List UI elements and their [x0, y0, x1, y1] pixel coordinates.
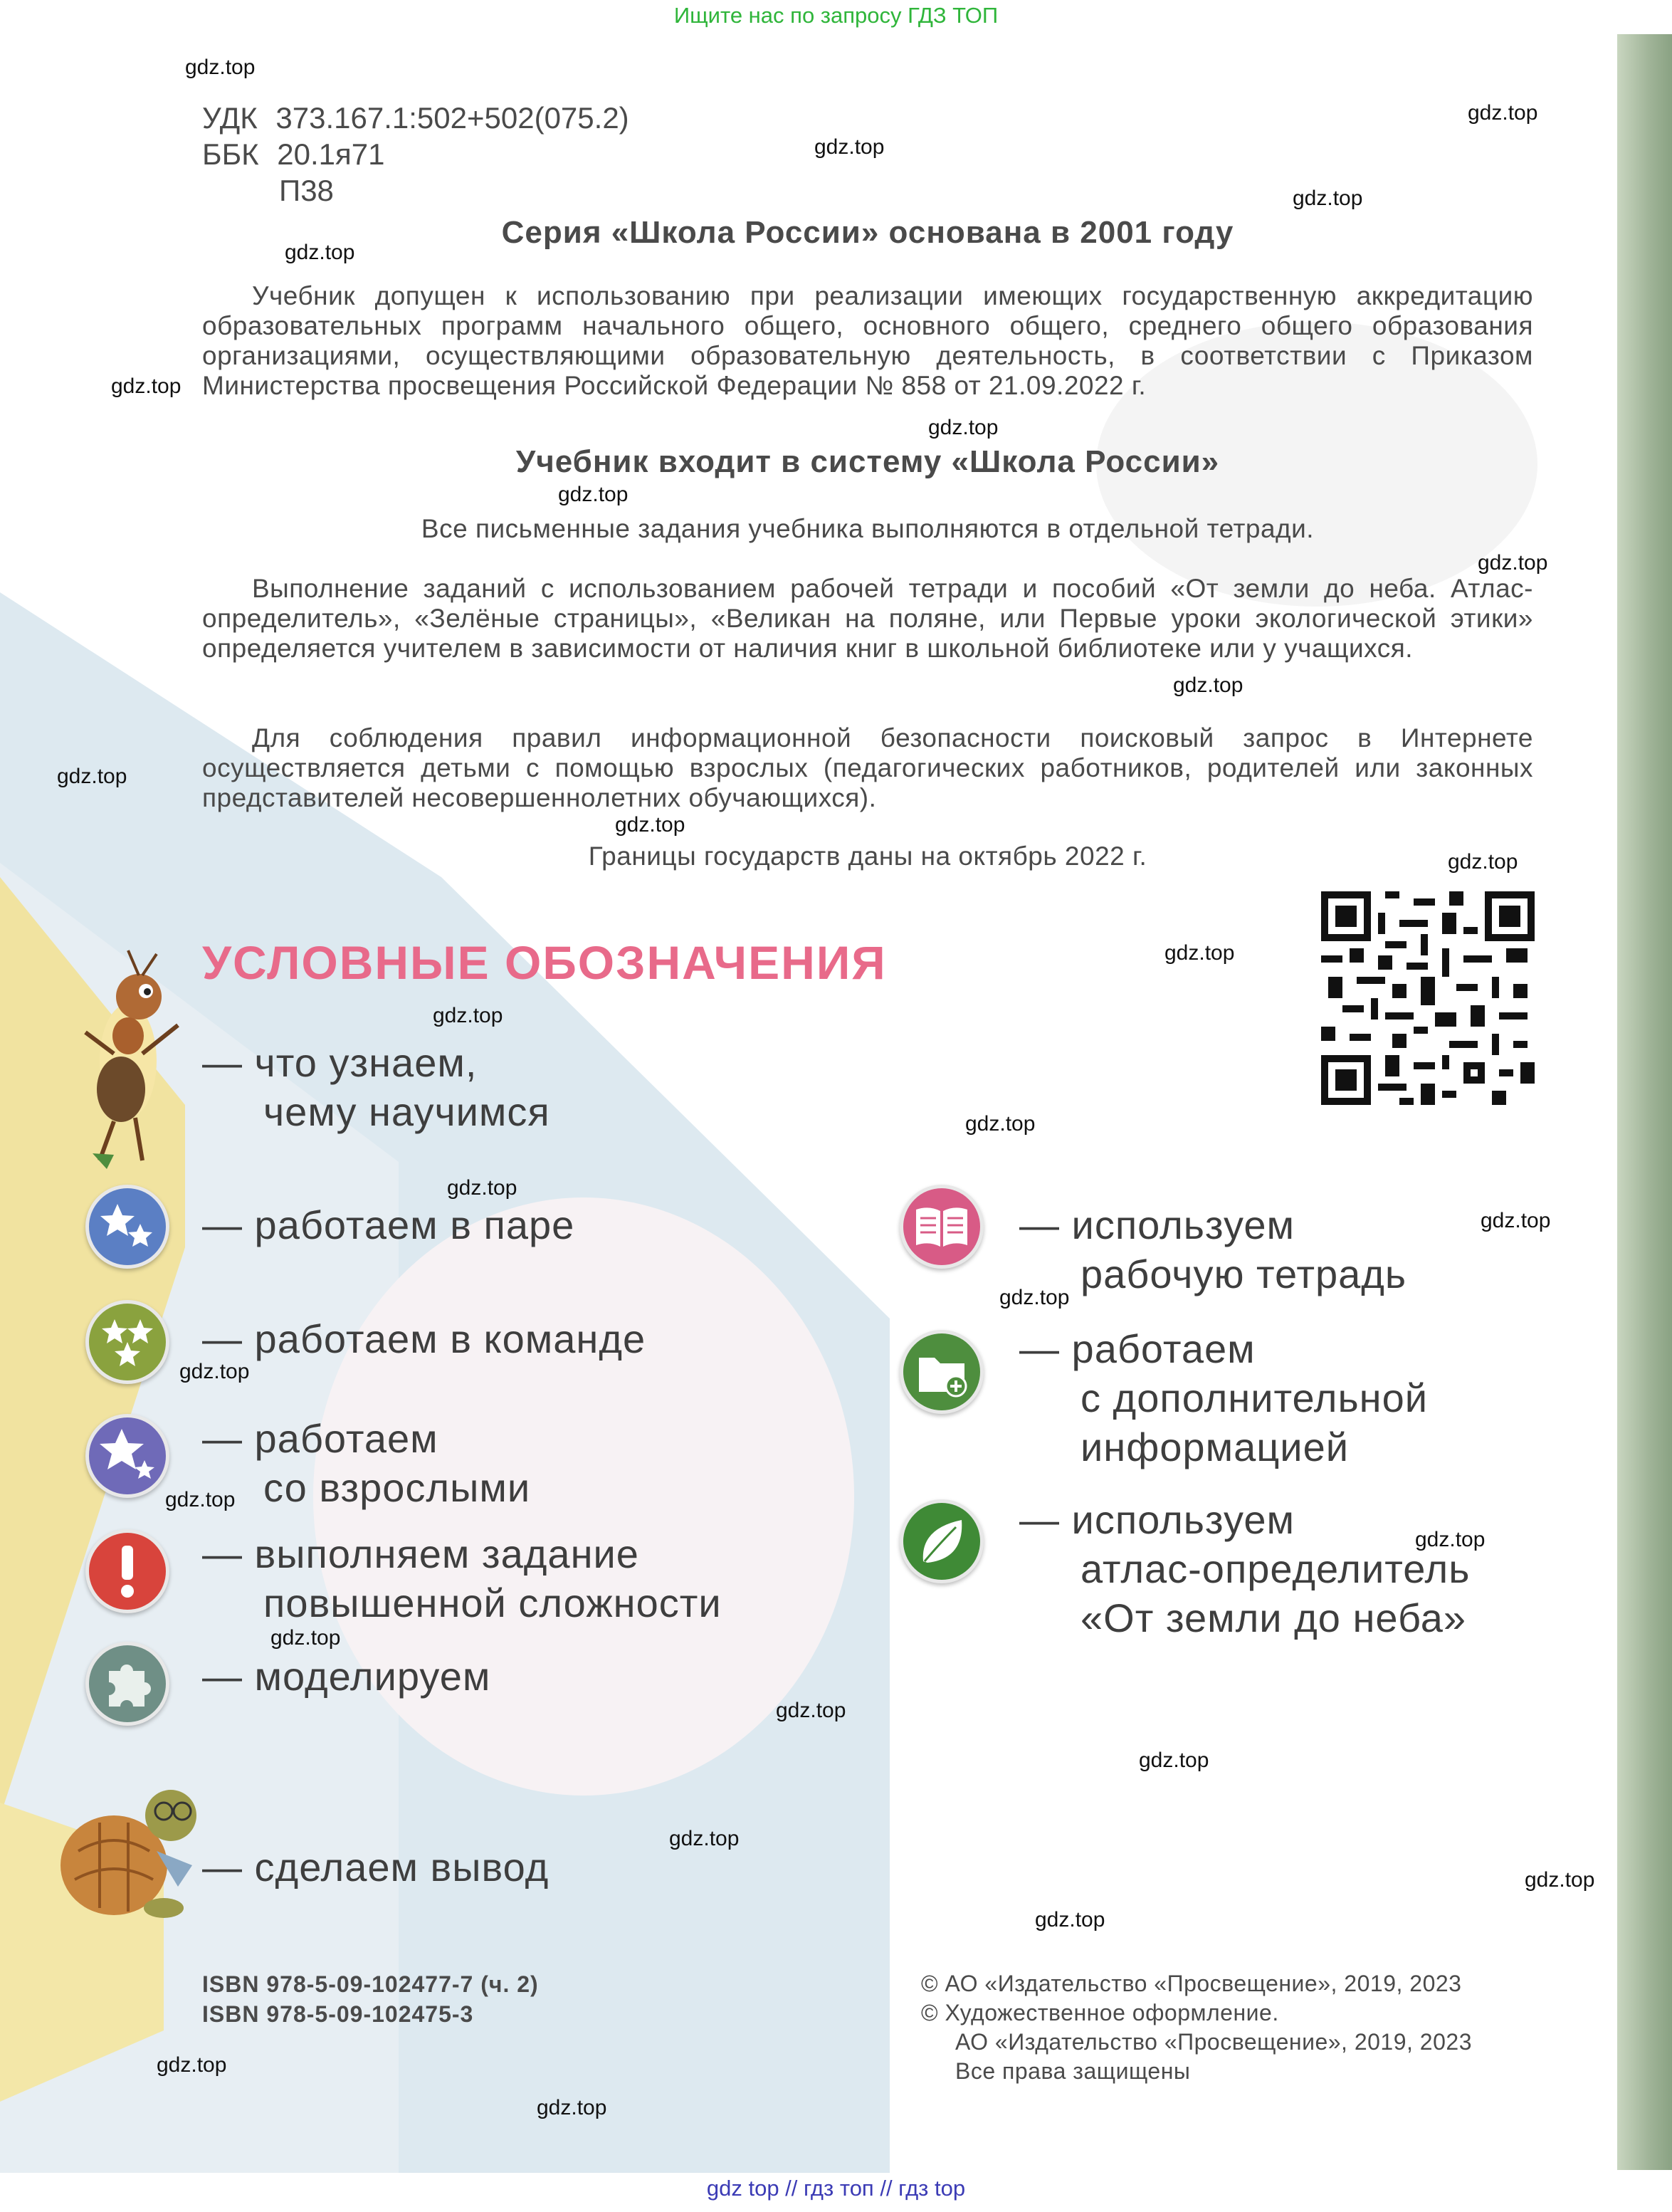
legend-atlas-line-2: атлас-определитель — [1081, 1546, 1471, 1591]
page-edge — [1617, 34, 1672, 2170]
watermark[interactable]: gdz.top — [1525, 1868, 1595, 1892]
watermark[interactable]: gdz.top — [111, 374, 182, 398]
watermark[interactable]: gdz.top — [999, 1286, 1070, 1309]
legend-extra-line-2: с дополнительной — [1081, 1375, 1429, 1420]
legend-team: — работаем в команде — [202, 1316, 646, 1361]
workbook-badge — [900, 1185, 984, 1269]
watermark[interactable]: gdz.top — [1293, 187, 1363, 210]
watermark[interactable]: gdz.top — [669, 1827, 740, 1850]
bbk-value: 20.1я71 — [277, 137, 385, 171]
udk-value: 373.167.1:502+502(075.2) — [275, 101, 629, 135]
legend-atlas-line-3: «От земли до неба» — [1081, 1595, 1467, 1640]
watermark[interactable]: gdz.top — [1415, 1528, 1486, 1551]
three-stars-icon — [89, 1304, 166, 1380]
watermark[interactable]: gdz.top — [179, 1360, 250, 1383]
leaf-icon — [903, 1503, 980, 1580]
watermark[interactable]: gdz.top — [270, 1626, 341, 1650]
puzzle-icon — [89, 1645, 166, 1722]
legend-title: УСЛОВНЫЕ ОБОЗНАЧЕНИЯ — [202, 936, 887, 989]
adults-badge — [85, 1414, 169, 1498]
legend-extra-line-3: информацией — [1081, 1425, 1349, 1469]
isbn-block — [202, 1969, 539, 2029]
watermark[interactable]: gdz.top — [1468, 101, 1538, 125]
copyright-line-1: © АО «Издательство «Просвещение», 2019, 2023 — [921, 1971, 1462, 1996]
udk-label: УДК — [202, 101, 258, 135]
ant-mascot — [71, 947, 192, 1175]
open-book-icon — [903, 1188, 980, 1265]
legend-conclusion: — сделаем вывод — [202, 1845, 550, 1889]
qr-code[interactable] — [1321, 891, 1535, 1105]
watermark[interactable]: gdz.top — [814, 135, 885, 159]
watermark[interactable]: gdz.top — [558, 483, 629, 506]
pair-badge — [85, 1185, 169, 1269]
extra-info-badge — [900, 1330, 984, 1414]
atlas-badge — [900, 1499, 984, 1583]
legend-learn — [202, 1038, 550, 1136]
author-code: П38 — [279, 174, 334, 207]
watermark[interactable]: gdz.top — [57, 765, 127, 788]
watermark[interactable]: gdz.top — [157, 2053, 227, 2077]
header-link[interactable]: Ищите нас по запросу ГДЗ ТОП — [673, 3, 999, 28]
exclamation-icon — [89, 1533, 166, 1610]
watermark[interactable]: gdz.top — [537, 2096, 607, 2119]
model-badge — [85, 1642, 169, 1726]
legend-adults-line-2: со взрослыми — [263, 1465, 531, 1510]
borders-note: Границы государств даны на октябрь 2022 г. — [588, 842, 1147, 871]
footer-link[interactable]: gdz top // гдз топ // гдз top — [706, 2176, 966, 2201]
watermark[interactable]: gdz.top — [1448, 850, 1518, 874]
legend-extra — [1019, 1324, 1428, 1472]
team-badge — [85, 1300, 169, 1384]
watermark[interactable]: gdz.top — [1035, 1908, 1105, 1931]
workbook-paragraph: Выполнение заданий с использованием рабочей тетради и пособий «От земли до неба. Атлас-определитель», «Зелёные страницы», «Великан на поляне, или Первые уроки экологической этики» определяется учителем в зависимости от наличия книг в школьной библиотеке или у учащихся. — [202, 574, 1533, 663]
isbn-set: ISBN 978-5-09-102475-3 — [202, 2001, 474, 2027]
turtle-mascot — [57, 1773, 214, 1929]
legend-model: — моделируем — [202, 1654, 491, 1699]
watermark[interactable]: gdz.top — [1478, 551, 1548, 575]
copyright-line-4: Все права защищены — [955, 2058, 1191, 2084]
turtle-icon — [57, 1773, 214, 1929]
bbk-line — [202, 136, 384, 172]
folder-plus-icon — [903, 1333, 980, 1410]
series-note: Серия «Школа России» основана в 2001 году — [501, 215, 1234, 250]
legend-learn-line-1: — что узнаем, — [202, 1040, 478, 1085]
udk-line — [202, 100, 629, 136]
legend-hard-line-1: — выполняем задание — [202, 1531, 639, 1576]
legend-atlas-line-1: — используем — [1019, 1497, 1295, 1542]
legend-hard — [202, 1529, 722, 1627]
copyright-block — [921, 1969, 1533, 2086]
qr-code-icon — [1321, 891, 1535, 1105]
watermark[interactable]: gdz.top — [285, 241, 355, 264]
legend-hard-line-2: повышенной сложности — [263, 1581, 722, 1625]
watermark[interactable]: gdz.top — [185, 56, 256, 79]
watermark[interactable]: gdz.top — [1173, 673, 1244, 697]
watermark[interactable]: gdz.top — [1139, 1749, 1209, 1772]
workbook-note: Все письменные задания учебника выполняются в отдельной тетради. — [421, 514, 1315, 543]
watermark[interactable]: gdz.top — [165, 1488, 236, 1511]
legend-workbook-line-2: рабочую тетрадь — [1081, 1252, 1407, 1296]
ant-icon — [71, 947, 192, 1175]
watermark[interactable]: gdz.top — [615, 813, 685, 837]
legend-adults-line-1: — работаем — [202, 1416, 438, 1461]
system-note: Учебник входит в систему «Школа России» — [515, 444, 1220, 479]
copyright-line-3: АО «Издательство «Просвещение», 2019, 2023 — [955, 2029, 1472, 2055]
legend-workbook-line-1: — используем — [1019, 1202, 1295, 1247]
legend-atlas — [1019, 1495, 1470, 1642]
legend-adults — [202, 1414, 530, 1512]
isbn-part: ISBN 978-5-09-102477-7 (ч. 2) — [202, 1971, 539, 1997]
watermark[interactable]: gdz.top — [928, 416, 999, 439]
two-stars-icon — [89, 1188, 166, 1265]
legend-workbook — [1019, 1200, 1407, 1299]
big-small-star-icon — [89, 1417, 166, 1494]
bbk-label: ББК — [202, 137, 259, 171]
watermark[interactable]: gdz.top — [1481, 1209, 1551, 1232]
legend-learn-line-2: чему научимся — [263, 1089, 550, 1134]
watermark[interactable]: gdz.top — [1164, 941, 1235, 965]
legend-pair: — работаем в паре — [202, 1202, 575, 1247]
watermark[interactable]: gdz.top — [965, 1112, 1036, 1136]
safety-paragraph: Для соблюдения правил информационной безопасности поисковый запрос в Интернете осуществляется детьми с помощью взрослых (педагогических работников, родителей или законных представителей несовершеннолетних обучающихся). — [202, 723, 1533, 812]
watermark[interactable]: gdz.top — [776, 1699, 846, 1722]
admission-paragraph: Учебник допущен к использованию при реализации имеющих государственную аккредитацию образовательных программ начального общего, основного общего, среднего общего образования организациями, осуществляющими образовательную деятельность, в соответствии с Приказом Министерства просвещения Российской Федерации № 858 от 21.09.2022 г. — [202, 281, 1533, 400]
watermark[interactable]: gdz.top — [447, 1176, 517, 1200]
legend-extra-line-1: — работаем — [1019, 1326, 1256, 1371]
watermark[interactable]: gdz.top — [433, 1004, 503, 1027]
hard-badge — [85, 1529, 169, 1613]
copyright-line-2: © Художественное оформление. — [921, 2000, 1279, 2025]
